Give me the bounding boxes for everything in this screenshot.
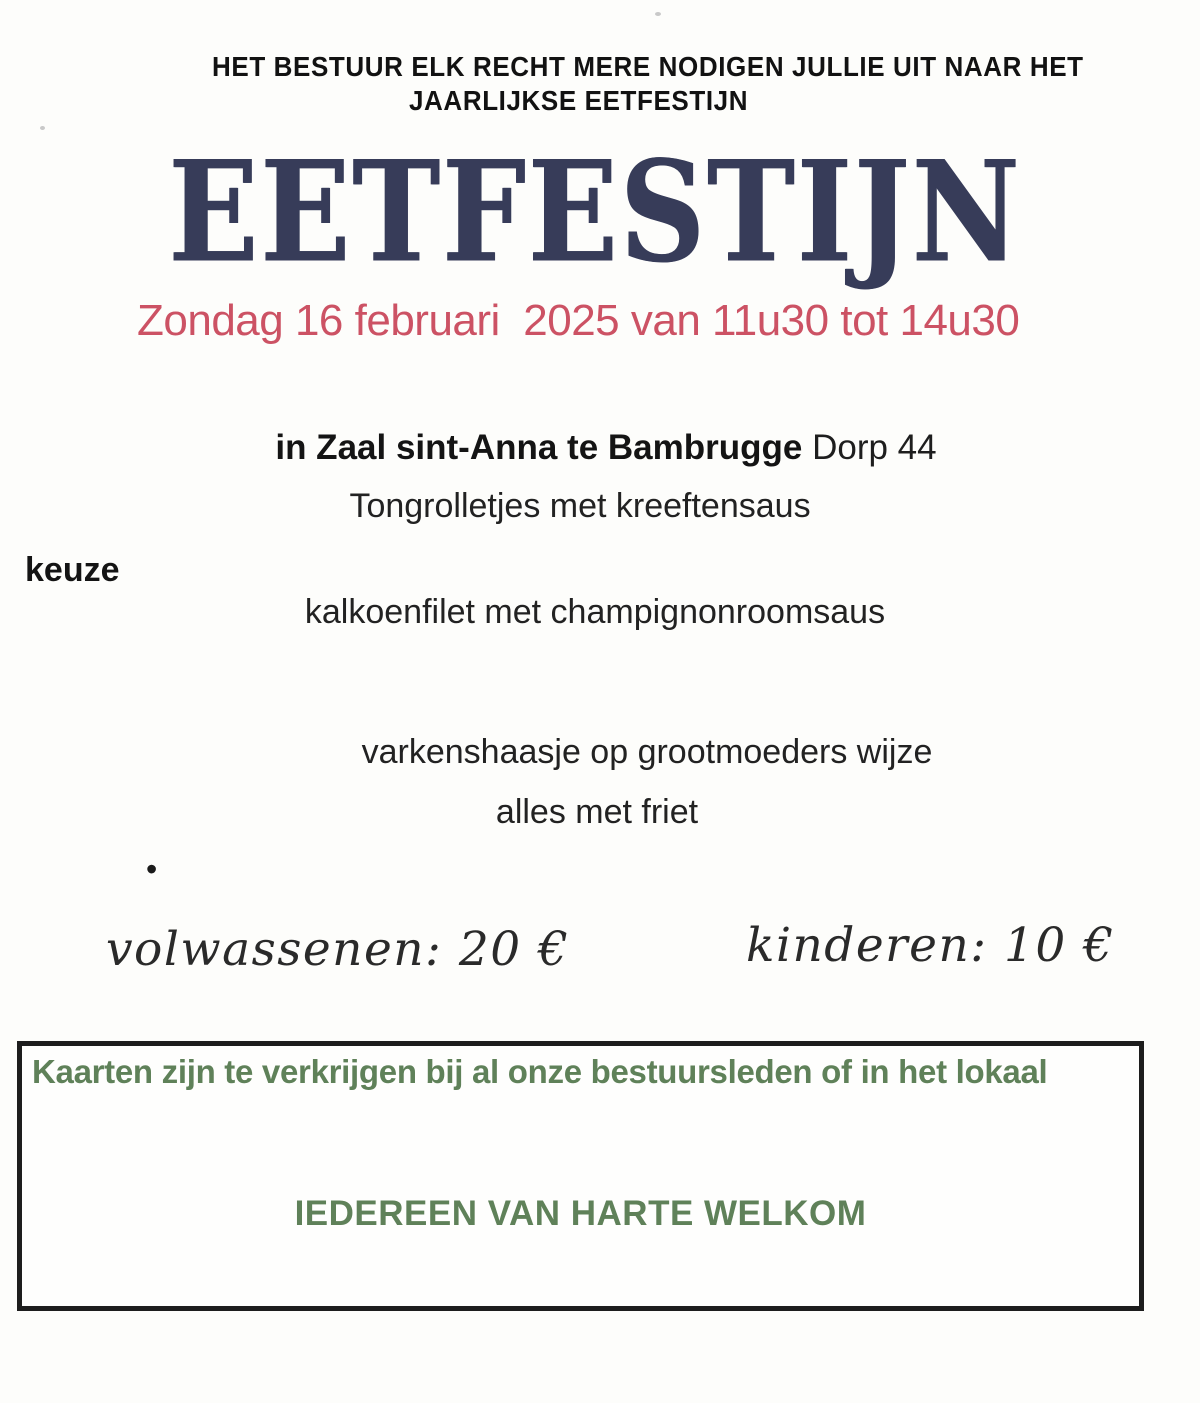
event-date-line: Zondag 16 februari 2025 van 11u30 tot 14u30 [137, 296, 1020, 345]
tickets-availability-text: Kaarten zijn te verkrijgen bij al onze bestuursleden of in het lokaal [32, 1053, 1048, 1090]
venue-line [6, 428, 1200, 468]
event-title: EETFESTIJN [168, 129, 1022, 294]
menu-item-tongrolletjes: Tongrolletjes met kreeftensaus [349, 487, 811, 525]
tickets-info-box [17, 1041, 1144, 1311]
invitation-header-line2: JAARLIJKSE EETFESTIJN [409, 84, 749, 117]
stray-bullet-dot: • [146, 851, 158, 887]
menu-item-varkenshaasje: varkenshaasje op grootmoeders wijze [361, 733, 933, 771]
welcome-message: IEDEREEN VAN HARTE WELKOM [294, 1194, 867, 1233]
scan-speck [40, 126, 45, 130]
menu-item-friet: alles met friet [495, 793, 699, 831]
venue-name: in Zaal sint-Anna te Bambrugge [275, 428, 803, 467]
scan-speck [655, 12, 661, 16]
invitation-header-line1: HET BESTUUR ELK RECHT MERE NODIGEN JULLIE UIT NAAR HET [212, 50, 1084, 83]
price-children: kinderen: 10 € [746, 918, 1115, 973]
price-adults: volwassenen: 20 € [106, 922, 570, 977]
venue-address: Dorp 44 [812, 428, 937, 467]
menu-choice-label: keuze [25, 551, 120, 589]
menu-item-kalkoenfilet: kalkoenfilet met champignonroomsaus [304, 593, 886, 631]
